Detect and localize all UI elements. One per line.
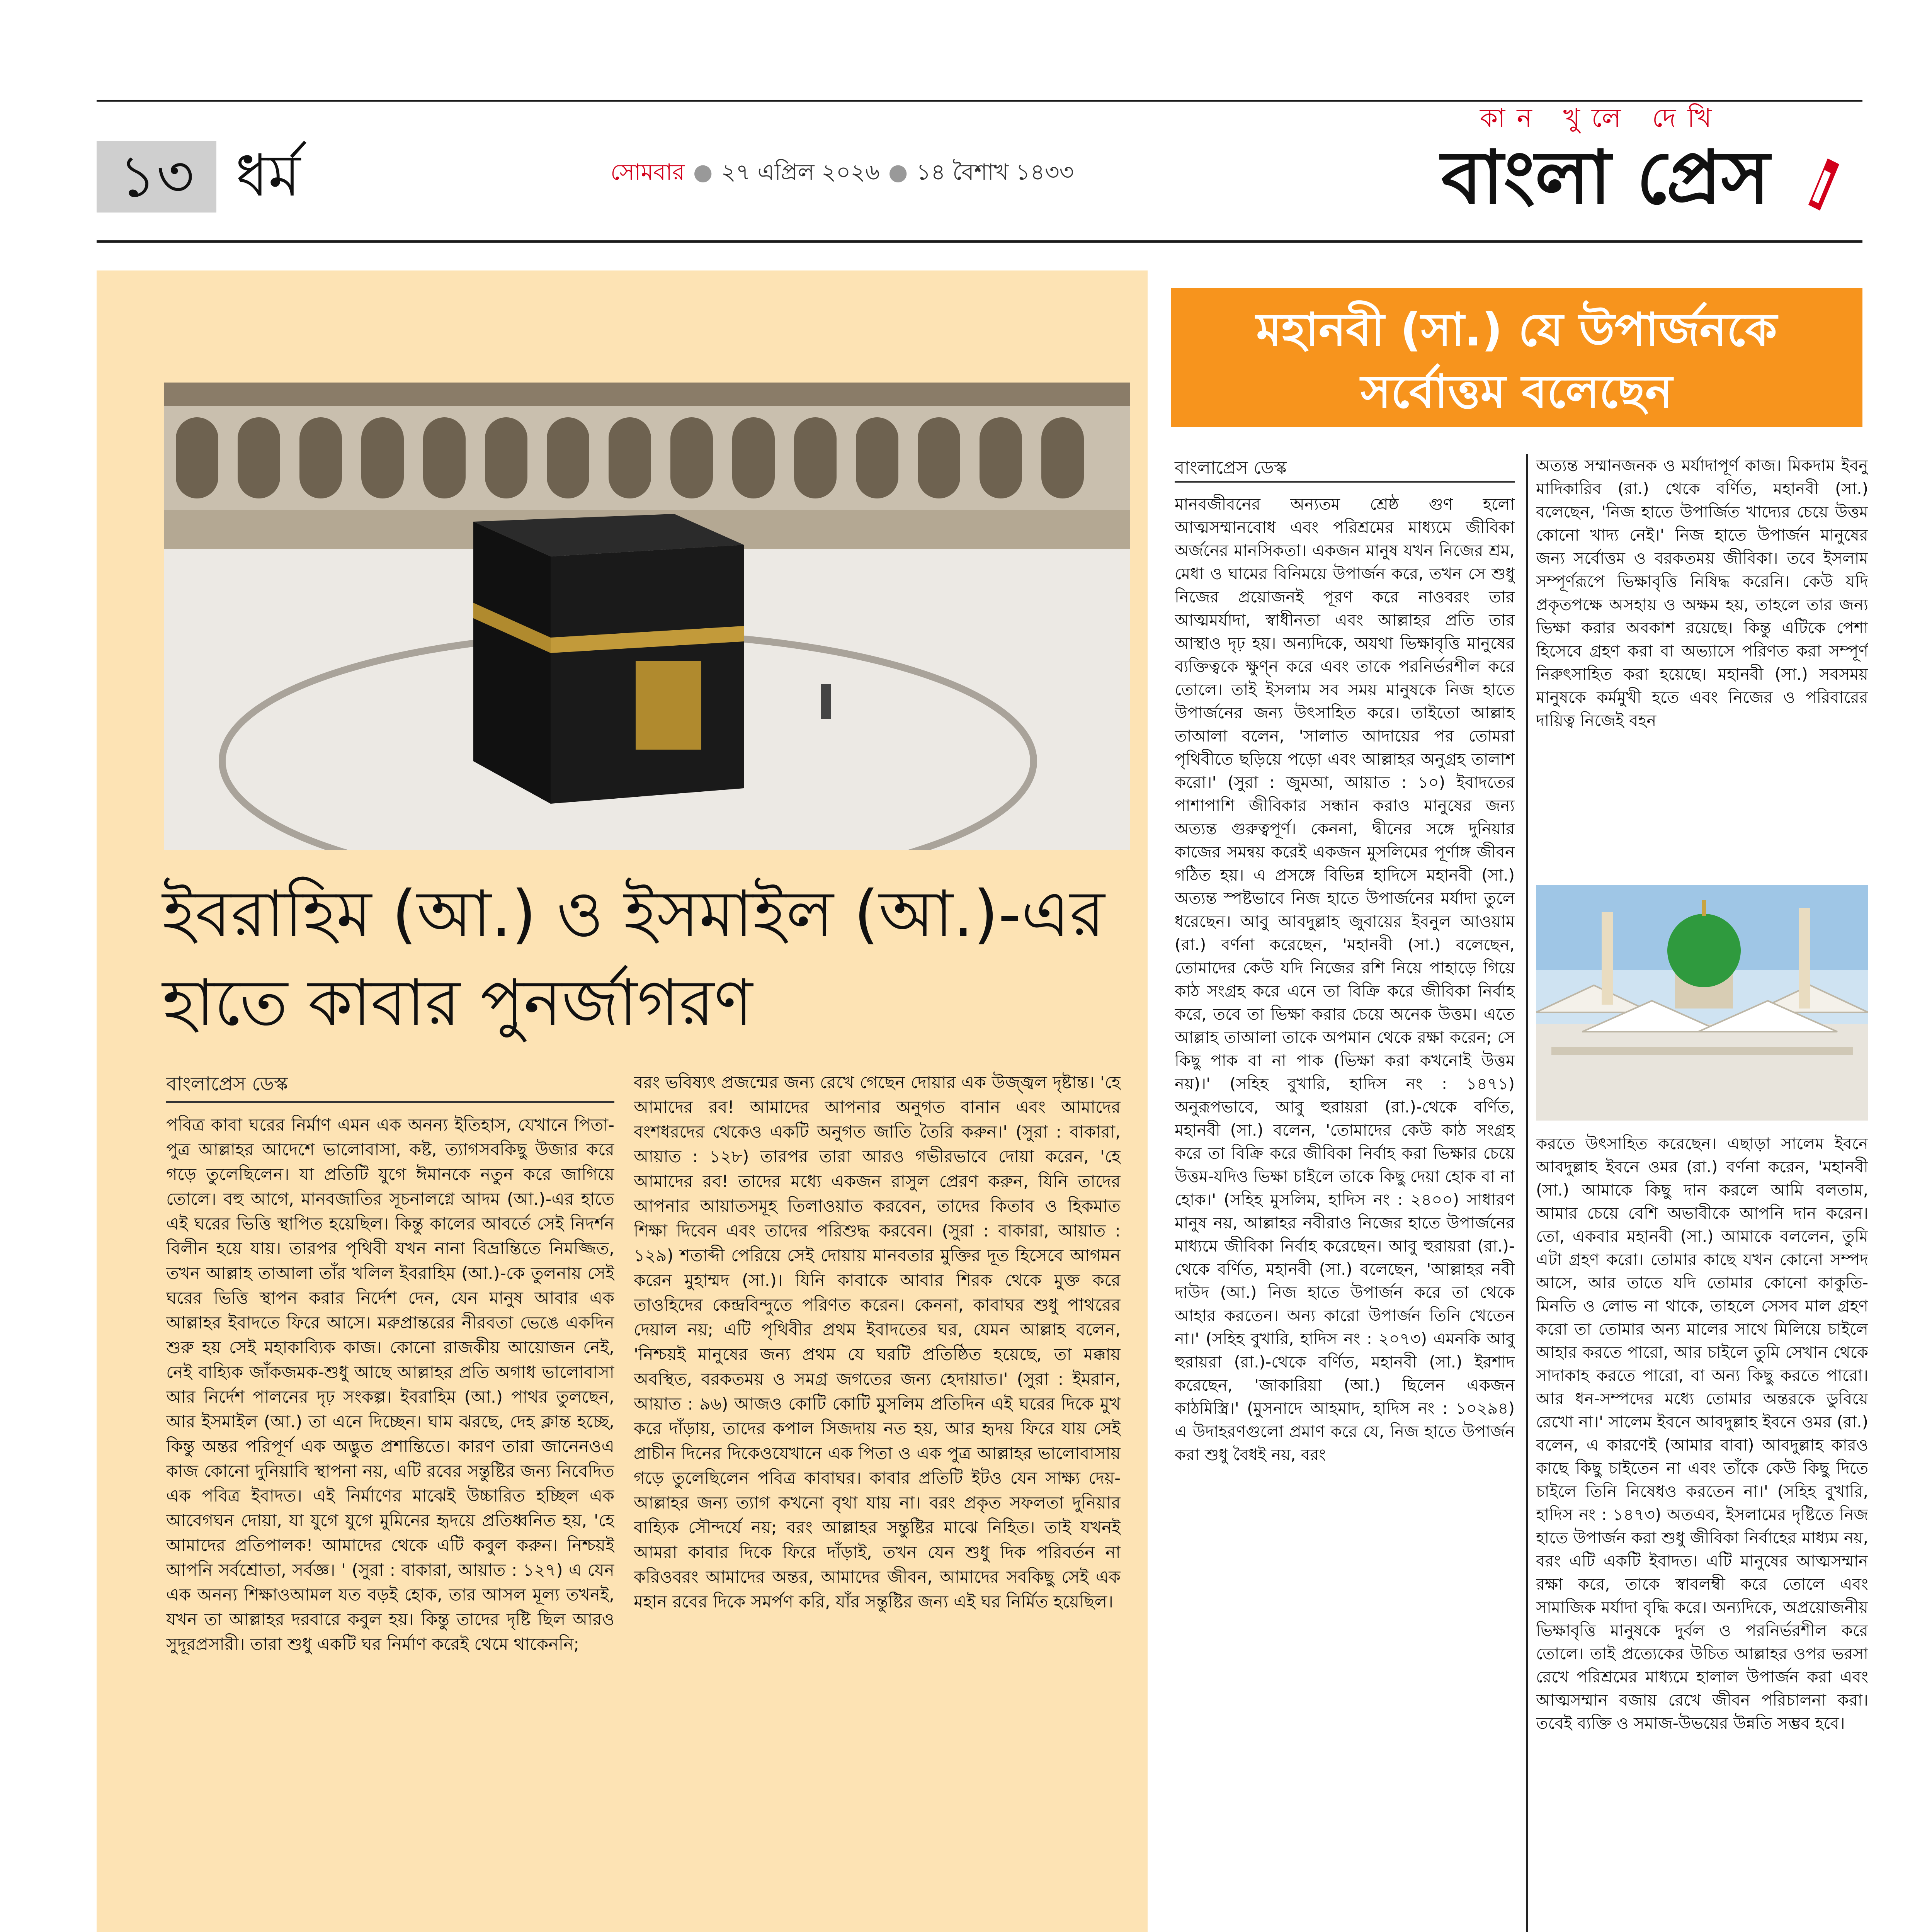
- kaaba-column-1: পবিত্র কাবা ঘরের নির্মাণ এমন এক অনন্য ইতিহাস, যেখানে পিতা-পুত্র আল্লাহর আদেশে ভালোবাসা, কষ্ট, ত্যাগসবকিছু উজার করে গড়ে তুলেছিলেন। যা প্রতিটি যুগে ঈমানকে নতুন করে জাগিয়ে তোলে। বহু আগে, মানবজাতির সূচনালগ্নে আদম (আ.)-এর হাতে এই ঘরের ভিত্তি স্থাপিত হয়েছিল। কিন্তু কালের আবর্তে সেই নিদর্শন বিলীন হয়ে যায়। তারপর পৃথিবী যখন নানা বিভ্রান্তিতে নিমজ্জিত, তখন আল্লাহ তাআলা তাঁর খলিল ইবরাহিম (আ.)-কে তুলনায় সেই ঘরের ভিত্তি স্থাপন করার নির্দেশ দেন, যেন মানুষ আবার এক আল্লাহর ইবাদতে ফিরে আসে। মরুপ্রান্তরের নীরবতা ভেঙে একদিন শুরু হয় সেই মহাকাব্যিক কাজ। কোনো রাজকীয় আয়োজন নেই, নেই বাহ্যিক জাঁকজমক-শুধু আছে আল্লাহর প্রতি অগাধ ভালোবাসা আর নির্দেশ পালনের দৃঢ় সংকল্প। ইবরাহিম (আ.) পাথর তুলছেন, আর ইসমাইল (আ.) তা এনে দিচ্ছেন। ঘাম ঝরছে, দেহ ক্লান্ত হচ্ছে, কিন্তু অন্তর পরিপূর্ণ এক অদ্ভুত প্রশান্তিতে। কারণ তারা জানেনওএ কাজ কোনো দুনিয়াবি স্থাপনা নয়, এটি রবের সন্তুষ্টির জন্য নিবেদিত এক পবিত্র ইবাদত। এই নির্মাণের মাঝেই উচ্চারিত হচ্ছিল এক আবেগঘন দোয়া, যা যুগে যুগে মুমিনের হৃদয়ে প্রতিধ্বনিত হয়, 'হে আমাদের প্রতিপালক! আমাদের থেকে এটি কবুল করুন। নিশ্চয়ই আপনি সর্বশ্রোতা, সর্বজ্ঞ। ' (সুরা : বাকারা, আয়াত : ১২৭) এ যেন এক অনন্য শিক্ষাওআমল যত বড়ই হোক, তার আসল মূল্য তখনই, যখন তা আল্লাহর দরবারে কবুল হয়। কিন্তু তাদের দৃষ্টি ছিল আরও সুদূরপ্রসারী। তারা শুধু একটি ঘর নির্মাণ করেই থেমে থাকেননি;: [166, 1115, 614, 1654]
- kaaba-column-2: বরং ভবিষ্যৎ প্রজন্মের জন্য রেখে গেছেন দোয়ার এক উজ্জ্বল দৃষ্টান্ত। 'হে আমাদের রব! আমাদের আপনার অনুগত বানান এবং আমাদের বংশধরদের থেকেও একটি অনুগত জাতি তৈরি করুন।' (সুরা : বাকারা, আয়াত : ১২৮) তারপর তারা আরও গভীরভাবে দোয়া করেন, 'হে আমাদের রব! তাদের মধ্যে একজন রাসুল প্রেরণ করুন, যিনি তাদের আপনার আয়াতসমূহ তিলাওয়াত করবেন, তাদের কিতাব ও হিকমাত শিক্ষা দিবেন এবং তাদের পরিশুদ্ধ করবেন। (সুরা : বাকারা, আয়াত : ১২৯) শতাব্দী পেরিয়ে সেই দোয়ায় মানবতার মুক্তির দূত হিসেবে আগমন করেন মুহাম্মদ (সা.)। যিনি কাবাকে আবার শিরক থেকে মুক্ত করে তাওহিদের কেন্দ্রবিন্দুতে পরিণত করেন। কেননা, কাবাঘর শুধু পাথরের দেয়াল নয়; এটি পৃথিবীর প্রথম ইবাদতের ঘর, যেমন আল্লাহ বলেন, 'নিশ্চয়ই মানুষের জন্য প্রথম যে ঘরটি প্রতিষ্ঠিত হয়েছে, তা মক্কায় অবস্থিত, বরকতময় ও সমগ্র জগতের জন্য হেদায়াত।' (সুরা : ইমরান, আয়াত : ৯৬) আজও কোটি কোটি মুসলিম প্রতিদিন এই ঘরের দিকে মুখ করে দাঁড়ায়, তাদের কপাল সিজদায় নত হয়, আর হৃদয় ফিরে যায় সেই প্রাচীন দিনের দিকেওযেখানে এক পিতা ও এক পুত্র আল্লাহর ভালোবাসায় গড়ে তুলেছিলেন পবিত্র কাবাঘর। কাবার প্রতিটি ইটও যেন সাক্ষ্য দেয়-আল্লাহর জন্য ত্যাগ কখনো বৃথা যায় না। বরং প্রকৃত সফলতা দুনিয়ার বাহ্যিক সৌন্দর্যে নয়; বরং আল্লাহর সন্তুষ্টির মাঝে নিহিত। তাই যখনই আমরা কাবার দিকে ফিরে দাঁড়াই, তখন যেন শুধু দিক পরিবর্তন না করিওবরং আমাদের অন্তর, আমাদের জীবন, আমাদের সবকিছু সেই এক মহান রবের দিকে সমর্পণ করি, যাঁর সন্তুষ্টির জন্য এই ঘর নির্মিত হয়েছিল।: [634, 1073, 1121, 1612]
- dateline: সোমবার ● ২৭ এপ্রিল ২০২৬ ● ১৪ বৈশাখ ১৪৩৩: [611, 159, 1074, 185]
- kaaba-byline-rule: [166, 1101, 614, 1103]
- page-number: ১৩: [97, 141, 216, 213]
- earning-column-1: মানবজীবনের অন্যতম শ্রেষ্ঠ গুণ হলো আত্মসম্মানবোধ এবং পরিশ্রমের মাধ্যমে জীবিকা অর্জনের মানসিকতা। একজন মানুষ যখন নিজের শ্রম, মেধা ও ঘামের বিনিময়ে উপার্জন করে, তখন সে শুধু নিজের প্রয়োজনই পূরণ করে নাওবরং তার আত্মমর্যাদা, স্বাধীনতা এবং আল্লাহর প্রতি তার আস্থাও দৃঢ় হয়। অন্যদিকে, অযথা ভিক্ষাবৃত্তি মানুষের ব্যক্তিত্বকে ক্ষুণ্ন করে এবং তাকে পরনির্ভরশীল করে তোলে। তাই ইসলাম সব সময় মানুষকে নিজ হাতে উপার্জনের জন্য উৎসাহিত করে। তাইতো আল্লাহ তাআলা বলেন, 'সালাত আদায়ের পর তোমরা পৃথিবীতে ছড়িয়ে পড়ো এবং আল্লাহর অনুগ্রহ তালাশ করো।' (সুরা : জুমআ, আয়াত : ১০) ইবাদতের পাশাপাশি জীবিকার সন্ধান করাও মানুষের জন্য অত্যন্ত গুরুত্বপূর্ণ। কেননা, দ্বীনের সঙ্গে দুনিয়ার কাজের সমন্বয় করেই একজন মুসলিমের পূর্ণাঙ্গ জীবন গঠিত হয়। এ প্রসঙ্গে বিভিন্ন হাদিসে মহানবী (সা.) অত্যন্ত স্পষ্টভাবে নিজ হাতে উপার্জনের মর্যাদা তুলে ধরেছেন। আবু আবদুল্লাহ জুবায়ের ইবনুল আওয়াম (রা.) বর্ণনা করেছেন, 'মহানবী (সা.) বলেছেন, তোমাদের কেউ যদি নিজের রশি নিয়ে পাহাড়ে গিয়ে কাঠ সংগ্রহ করে এনে তা বিক্রি করে জীবিকা নির্বাহ করে, তবে তা ভিক্ষা করার চেয়ে অনেক উত্তম। এতে আল্লাহ তাআলা তাকে অপমান থেকে রক্ষা করেন; সে কিছু পাক বা না পাক (ভিক্ষা করা কখনোই উত্তম নয়)।' (সহিহ বুখারি, হাদিস নং : ১৪৭১) অনুরূপভাবে, আবু হুরায়রা (রা.)-থেকে বর্ণিত, মহানবী (সা.) বলেন, 'তোমাদের কেউ কাঠ সংগ্রহ করে তা বিক্রি করে জীবিকা নির্বাহ করা ভিক্ষার চেয়ে উত্তম-যদিও ভিক্ষা চাইলে তাকে কিছু দেয়া হোক বা না হোক।' (সহিহ মুসলিম, হাদিস নং : ২৪০০) সাধারণ মানুষ নয়, আল্লাহর নবীরাও নিজের হাতে উপার্জনের মাধ্যমে জীবিকা নির্বাহ করেছেন। আবু হুরায়রা (রা.)-থেকে বর্ণিত, মহানবী (সা.) বলেছেন, 'আল্লাহর নবী দাউদ (আ.) নিজ হাতে উপার্জন করে তা থেকে আহার করতেন। অন্য কারো উপার্জন তিনি খেতেন না।' (সহিহ বুখারি, হাদিস নং : ২০৭৩) এমনকি আবু হুরায়রা (রা.)-থেকে বর্ণিত, মহানবী (সা.) ইরশাদ করেছেন, 'জাকারিয়া (আ.) ছিলেন একজন কাঠমিস্ত্রি।' (মুসনাদে আহমাদ, হাদিস নং : ১০২৯৪) এ উদাহরণগুলো প্রমাণ করে যে, নিজ হাতে উপার্জন করা শুধু বৈধই নয়, বরং: [1175, 495, 1515, 1464]
- header-rule: [97, 240, 1862, 243]
- earning-column-2-top: অত্যন্ত সম্মানজনক ও মর্যাদাপূর্ণ কাজ। মিকদাম ইবনু মাদিকারিব (রা.) থেকে বর্ণিত, মহানবী (সা.) বলেছেন, 'নিজ হাতে উপার্জিত খাদ্যের চেয়ে উত্তম কোনো খাদ্য নেই।' নিজ হাতে উপার্জন মানুষের জন্য সর্বোত্তম ও বরকতময় জীবিকা। তবে ইসলাম সম্পূর্ণরূপে ভিক্ষাবৃত্তি নিষিদ্ধ করেনি। কেউ যদি প্রকৃতপক্ষে অসহায় ও অক্ষম হয়, তাহলে তার জন্য ভিক্ষা করার অবকাশ রয়েছে। কিন্তু এটিকে পেশা হিসেবে গ্রহণ করা বা অভ্যাসে পরিণত করা সম্পূর্ণ নিরুৎসাহিত করা হয়েছে। মহানবী (সা.) সবসময় মানুষকে কর্মমুখী হতে এবং নিজের ও পরিবারের দায়িত্ব নিজেই বহন: [1536, 456, 1868, 730]
- masthead-tagline: কান খুলে দেখি: [1480, 103, 1723, 133]
- kaaba-byline: বাংলাপ্রেস ডেস্ক: [166, 1073, 288, 1095]
- earning-column-divider: [1526, 454, 1528, 1932]
- pen-icon: [1801, 155, 1843, 213]
- green-dome-mosque-photo: [1536, 885, 1868, 1121]
- weekday: সোমবার: [611, 159, 685, 185]
- earning-column-2-bottom: করতে উৎসাহিত করেছেন। এছাড়া সালেম ইবনে আবদুল্লাহ ইবনে ওমর (রা.) বর্ণনা করেন, 'মহানবী (সা.) আমাকে কিছু দান করলে আমি বলতাম, আমার চেয়ে বেশি অভাবীকে আপনি দান করেন। তো, একবার মহানবী (সা.) আমাকে বললেন, তুমি এটা গ্রহণ করো। তোমার কাছে যখন কোনো সম্পদ আসে, আর তাতে যদি তোমার কোনো কাকুতি-মিনতি ও লোভ না থাকে, তাহলে সেসব মাল গ্রহণ করো তা তোমার অন্য মালের সাথে মিলিয়ে চাইলে আহার করতে পারো, আর চাইলে তুমি সেখান থেকে সাদাকাহ করতে পারো, বা অন্য কিছু করতে পারো। আর ধন-সম্পদের মধ্যে তোমার অন্তরকে ডুবিয়ে রেখো না।' সালেম ইবনে আবদুল্লাহ ইবনে ওমর (রা.) বলেন, এ কারণেই (আমার বাবা) আবদুল্লাহ কারও কাছে কিছু চাইতেন না এবং তাঁকে কেউ কিছু দিতে চাইলে তিনি নিষেধও করতেন না।' (সহিহ বুখারি, হাদিস নং : ১৪৭৩) অতএব, ইসলামের দৃষ্টিতে নিজ হাতে উপার্জন করা শুধু জীবিকা নির্বাহের মাধ্যম নয়, বরং এটি একটি ইবাদত। এটি মানুষের আত্মসম্মান রক্ষা করে, তাকে স্বাবলম্বী করে তোলে এবং সামাজিক মর্যাদা বৃদ্ধি করে। অন্যদিকে, অপ্রয়োজনীয় ভিক্ষাবৃত্তি মানুষকে দুর্বল ও পরনির্ভরশীল করে তোলে। তাই প্রত্যেকের উচিত আল্লাহর ওপর ভরসা রেখে পরিশ্রমের মাধ্যমে হালাল উপার্জন করা এবং আত্মসম্মান বজায় রেখে জীবন পরিচালনা করা। তবেই ব্যক্তি ও সমাজ-উভয়ের উন্নতি সম্ভব হবে।: [1536, 1134, 1868, 1733]
- kaaba-article-title: ইবরাহিম (আ.) ও ইসমাইল (আ.)-এর হাতে কাবার পুনর্জাগরণ: [162, 877, 1105, 1040]
- earning-article-title: [1171, 288, 1862, 427]
- bangla-date: ১৪ বৈশাখ ১৪৩৩: [916, 159, 1074, 185]
- earning-byline-rule: [1175, 481, 1515, 483]
- masthead-logo: বাংলা প্রেস: [1441, 135, 1770, 220]
- kaaba-photo: [164, 383, 1130, 850]
- earning-byline: বাংলাপ্রেস ডেস্ক: [1175, 457, 1287, 478]
- earning-title-line-1: মহানবী (সা.) যে উপার্জনকে: [1256, 303, 1777, 356]
- earning-title-line-2: সর্বোত্তম বলেছেন: [1361, 365, 1673, 418]
- date: ২৭ এপ্রিল ২০২৬: [721, 159, 880, 185]
- section-name: ধর্ম: [236, 142, 301, 209]
